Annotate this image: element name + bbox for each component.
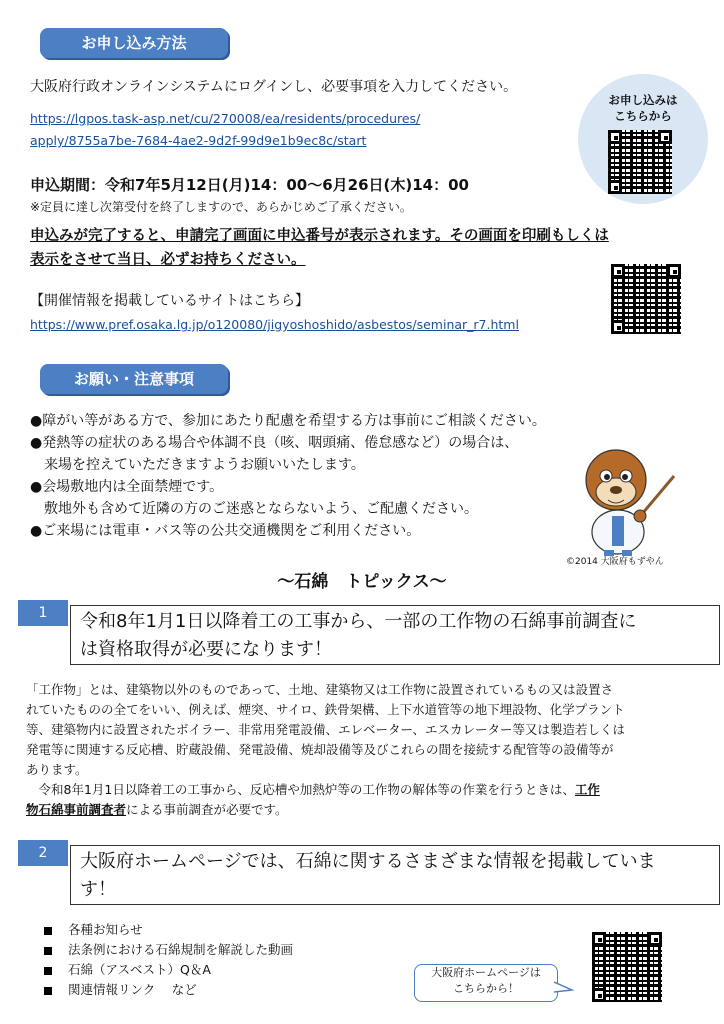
section-title-apply: お申し込み方法	[40, 28, 228, 58]
bullet-icon	[44, 927, 52, 935]
homepage-qr-code[interactable]	[592, 932, 662, 1002]
mascot-illustration	[578, 436, 678, 556]
speech-bubble-tail-icon	[554, 980, 574, 994]
homepage-speech-bubble	[414, 964, 558, 1002]
topic1-number: 1	[18, 600, 68, 626]
apply-qr-label-line2: こちらから	[614, 109, 672, 123]
topic2-title-line1: 大阪府ホームページでは、石綿に関するさまざまな情報を掲載していま	[80, 851, 656, 872]
topic1-body-line: あります。	[26, 762, 88, 777]
apply-period: 申込期間：令和7年5月12日(月)14：00～6月26日(木)14：00	[30, 176, 469, 194]
topic2-list-item: 関連情報リンク など	[44, 980, 404, 1000]
topic1-body-line: 等、建築物内に設置されたボイラー、非常用発電設備、エレベーター、エスカレーター等又は製造若しくは	[26, 722, 626, 737]
apply-link-line2[interactable]: apply/8755a7be-7684-4ae2-9d2f-99d9e1b9ec8c/start	[30, 133, 367, 148]
topic2-title	[80, 848, 710, 904]
bullet-icon	[44, 947, 52, 955]
notes-list	[30, 410, 590, 542]
site-link[interactable]: https://www.pref.osaka.lg.jp/o120080/jigyoshoshido/asbestos/seminar_r7.html	[30, 317, 519, 332]
apply-complete-line1: 申込みが完了すると、申請完了画面に申込番号が表示されます。その画面を印刷もしくは	[30, 228, 609, 244]
topic1-body-line	[26, 780, 706, 800]
apply-qr-label	[578, 92, 708, 124]
apply-qr-code[interactable]	[608, 130, 672, 194]
bubble-line2: こちらから！	[453, 982, 519, 995]
site-label: 【開催情報を掲載しているサイトはこちら】	[30, 293, 310, 309]
topic2-list-item: 各種お知らせ	[44, 920, 404, 940]
topic1-body-line: 「工作物」とは、建築物以外のものであって、土地、建築物又は工作物に設置されているもの又は設置さ	[26, 682, 614, 697]
topic1-body-line: れていたものの全てをいい、例えば、煙突、サイロ、鉄骨架構、上下水道管等の地下埋設物、化学プラント	[26, 702, 625, 717]
topic2-list	[44, 920, 404, 1000]
topic2-list-item: 法条例における石綿規制を解説した動画	[44, 940, 404, 960]
topic1-title-line2: は資格取得が必要になります！	[80, 639, 332, 660]
topic1-body-line: 発電等に関連する反応槽、貯蔵設備、発電設備、焼却設備等及びこれらの間を接続する配管等の設備等が	[26, 742, 614, 757]
topic1-title-line1: 令和8年1月1日以降着工の工事から、一部の工作物の石綿事前調査に	[80, 611, 637, 632]
bullet-icon	[44, 987, 52, 995]
section-title-notes: お願い・注意事項	[40, 364, 228, 394]
topic1-body-line	[26, 800, 706, 820]
topic2-number: 2	[18, 840, 68, 866]
topic1-body-text: による事前調査が必要です。	[126, 802, 288, 817]
notes-item: 来場を控えていただきますようお願いいたします。	[30, 457, 365, 473]
apply-qr-label-line1: お申し込みは	[608, 93, 678, 107]
topic1-body	[26, 680, 706, 820]
topic1-body-text: 令和8年1月1日以降着工の工事から、反応槽や加熱炉等の工作物の解体等の作業を行うときは、	[26, 782, 575, 797]
topic1-body-emphasis: 物石綿事前調査者	[26, 802, 127, 817]
notes-item: ●障がい等がある方で、参加にあたり配慮を希望する方は事前にご相談ください。	[30, 413, 546, 429]
apply-intro: 大阪府行政オンラインシステムにログインし、必要事項を入力してください。	[30, 79, 518, 95]
apply-complete-line2: 表示をさせて当日、必ずお持ちください。	[30, 252, 306, 268]
topic2-list-item: 石綿（アスベスト）Q＆A	[44, 960, 404, 980]
site-qr-code[interactable]	[611, 264, 681, 334]
topics-heading: ～石綿 トピックス～	[277, 572, 447, 592]
bubble-line1: 大阪府ホームページは	[431, 966, 541, 979]
notes-item: 敷地外も含めて近隣の方のご迷惑とならないよう、ご配慮ください。	[30, 501, 478, 517]
topic2-title-line2: す！	[80, 879, 116, 900]
topic1-body-emphasis: 工作	[574, 782, 600, 797]
mascot-credit: ©2014 大阪府もずやん	[566, 557, 664, 567]
notes-item: ●発熱等の症状のある場合や体調不良（咳、咽頭痛、倦怠感など）の場合は、	[30, 435, 519, 451]
notes-item: ●会場敷地内は全面禁煙です。	[30, 479, 224, 495]
bullet-icon	[44, 967, 52, 975]
notes-item: ●ご来場には電車・バス等の公共交通機関をご利用ください。	[30, 523, 421, 539]
apply-period-note: ※定員に達し次第受付を終了しますので、あらかじめご了承ください。	[30, 200, 412, 214]
apply-link-line1[interactable]: https://lgpos.task-asp.net/cu/270008/ea/residents/procedures/	[30, 111, 421, 126]
topic1-title	[80, 608, 710, 664]
